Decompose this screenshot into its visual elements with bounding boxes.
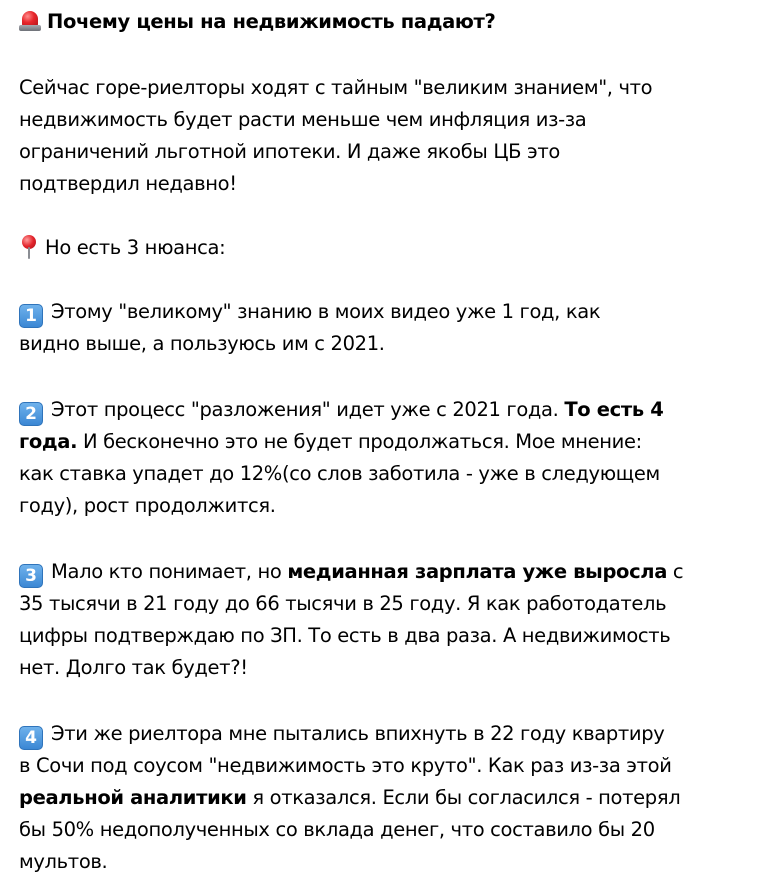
nuances-heading (19, 232, 750, 264)
point-4-line-4: бы 50% недополученных со вклада денег, что составило бы 20 (19, 818, 655, 841)
keycap-3-icon: 3 (19, 564, 43, 588)
point-4-line-5: мультов. (19, 850, 108, 873)
point-4-bold: реальной аналитики (19, 786, 247, 809)
point-2-text-2b: И бесконечно это не будет продолжаться. Мое мнение: (77, 430, 642, 453)
point-2-line-4: году), рост продолжится. (19, 494, 276, 517)
point-4-text-3b: я отказался. Если бы согласился - потерял (246, 786, 681, 809)
intro-line-3: ограничений льготной ипотеки. И даже якобы ЦБ это (19, 140, 560, 163)
point-1-line-1 (19, 296, 750, 328)
keycap-1-icon: 1 (19, 304, 43, 328)
point-2-text-1a: Этот процесс "разложения" идет уже с 2021 года. (51, 398, 565, 421)
police-siren-icon (19, 9, 41, 31)
point-2-line-2 (19, 426, 750, 458)
point-3-line-1 (19, 556, 750, 588)
nuances-heading-text: Но есть 3 нюанса: (45, 236, 226, 259)
post-title (19, 6, 750, 38)
point-3-line-4: нет. Долго так будет?! (19, 656, 248, 679)
post-title-text: Почему цены на недвижимость падают? (47, 10, 496, 33)
point-2-line-3: как ставка упадет до 12%(со слов заботила - уже в следующем (19, 462, 660, 485)
round-pushpin-icon (19, 234, 37, 260)
point-4-line-3 (19, 782, 750, 814)
point-3-text-1a: Мало кто понимает, но (51, 560, 288, 583)
keycap-2-icon: 2 (19, 402, 43, 426)
intro-line-4: подтвердил недавно! (19, 172, 237, 195)
keycap-4-icon: 4 (19, 726, 43, 750)
point-3-line-3: цифры подтверждаю по ЗП. То есть в два раза. А недвижимость (19, 624, 671, 647)
intro-line-1: Сейчас горе-риелторы ходят с тайным "великим знанием", что (19, 76, 653, 99)
point-2-bold-2: года. (19, 430, 78, 453)
point-3-bold: медианная зарплата уже выросла (287, 560, 668, 583)
point-1-line-2: видно выше, а пользуюсь им с 2021. (19, 332, 385, 355)
point-2-bold-1: То есть 4 (564, 398, 664, 421)
point-2-line-1 (19, 394, 750, 426)
point-3-line-2: 35 тысячи в 21 году до 66 тысячи в 25 году. Я как работодатель (19, 592, 667, 615)
point-1-text-1: Этому "великому" знанию в моих видео уже 1 год, как (51, 300, 601, 323)
point-4-text-1: Эти же риелтора мне пытались впихнуть в 22 году квартиру (51, 722, 665, 745)
point-4-line-1 (19, 718, 750, 750)
point-4-line-2: в Сочи под соусом "недвижимость это круто". Как раз из-за этой (19, 754, 672, 777)
intro-line-2: недвижимость будет расти меньше чем инфляция из-за (19, 108, 587, 131)
point-3-text-1c: с (667, 560, 684, 583)
